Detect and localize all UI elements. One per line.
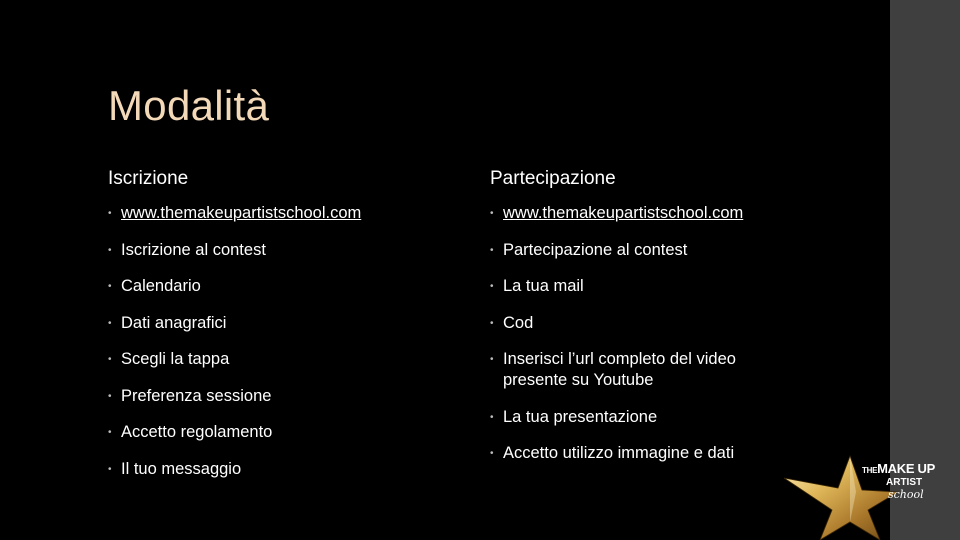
- list-item-text: Cod: [503, 313, 534, 332]
- bullet-icon: •: [490, 354, 494, 365]
- list-item: [108, 313, 438, 334]
- list-item: [490, 240, 790, 261]
- list-item-text: La tua presentazione: [503, 407, 658, 426]
- bullet-icon: •: [108, 390, 112, 402]
- list-item-text: Accetto utilizzo immagine e dati: [503, 444, 735, 462]
- slide-title: Modalità: [108, 82, 270, 129]
- bullet-icon: •: [490, 244, 494, 256]
- list-item-text: Il tuo messaggio: [121, 459, 242, 478]
- list-item-text: Dati anagrafici: [121, 313, 227, 332]
- list-item-text: Inserisci l’url completo del video presente su Youtube: [503, 350, 736, 389]
- logo-line-makeup: MAKE UP: [877, 461, 935, 476]
- list-item: [490, 349, 790, 391]
- bullet-icon: •: [108, 463, 112, 475]
- school-logo: [862, 463, 935, 501]
- bullet-icon: •: [490, 448, 494, 459]
- bullet-icon: •: [108, 244, 112, 256]
- column-heading-iscrizione: Iscrizione: [108, 168, 189, 189]
- logo-line-the: THE: [862, 466, 878, 475]
- list-item: [490, 443, 790, 464]
- bullet-icon: •: [108, 281, 112, 292]
- website-link[interactable]: www.themakeupartistschool.com: [121, 204, 362, 222]
- list-item: [108, 422, 438, 443]
- bullet-icon: •: [490, 208, 494, 219]
- list-item[interactable]: [108, 203, 438, 224]
- list-item: [108, 349, 438, 370]
- logo-line-artist: ARTIST: [886, 477, 923, 488]
- list-item: [490, 313, 790, 334]
- iscrizione-column: [108, 166, 438, 495]
- bullet-icon: •: [490, 317, 494, 329]
- list-item-text: Partecipazione al contest: [503, 240, 688, 259]
- logo-line-school: school: [888, 488, 924, 501]
- partecipazione-column: [490, 166, 790, 480]
- list-item: [108, 386, 438, 407]
- list-item-text: Iscrizione al contest: [121, 240, 266, 259]
- list-item-text: La tua mail: [503, 277, 584, 295]
- list-item: [490, 276, 790, 297]
- list-item: [108, 240, 438, 261]
- list-item-text: Calendario: [121, 277, 201, 295]
- bullet-icon: •: [108, 427, 112, 438]
- bullet-icon: •: [490, 411, 494, 423]
- partecipazione-list: [490, 203, 790, 464]
- list-item-text: Scegli la tappa: [121, 350, 230, 368]
- iscrizione-list: [108, 203, 438, 480]
- bullet-icon: •: [108, 317, 112, 329]
- column-heading-partecipazione: Partecipazione: [490, 168, 616, 189]
- list-item: [108, 459, 438, 480]
- list-item-text: Preferenza sessione: [121, 386, 272, 405]
- list-item: [490, 407, 790, 428]
- bullet-icon: •: [108, 208, 112, 219]
- list-item: [108, 276, 438, 297]
- list-item-text: Accetto regolamento: [121, 423, 273, 441]
- website-link[interactable]: www.themakeupartistschool.com: [503, 204, 744, 222]
- bullet-icon: •: [490, 281, 494, 292]
- list-item[interactable]: [490, 203, 790, 224]
- bullet-icon: •: [108, 354, 112, 365]
